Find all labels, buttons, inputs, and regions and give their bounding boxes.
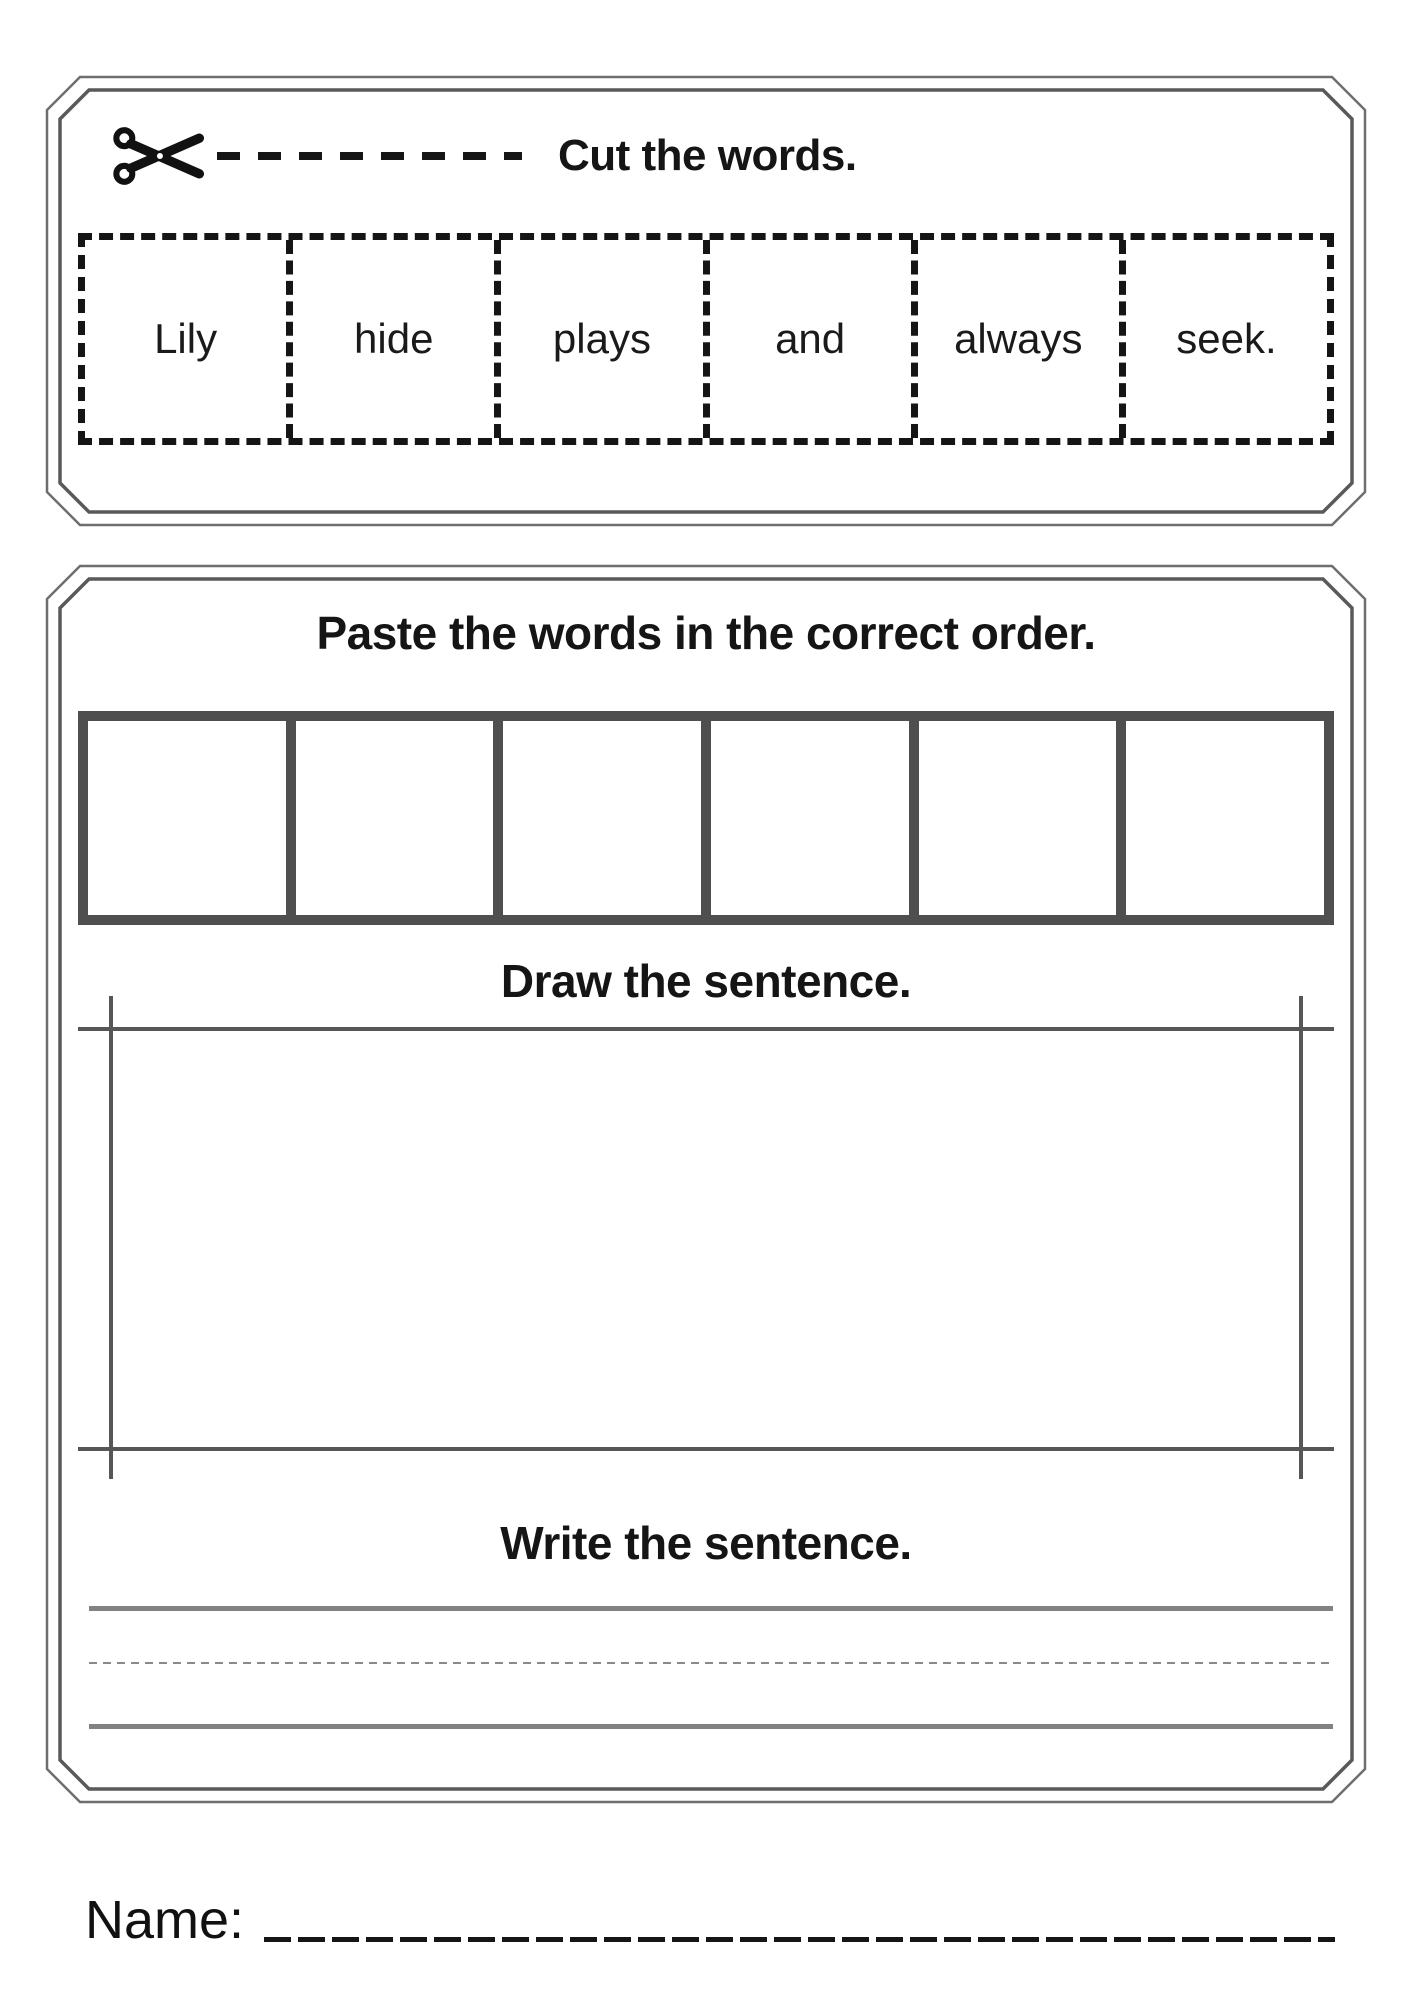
word-label: Lily [154,315,218,362]
paste-box-row [78,711,1334,925]
cut-title: Cut the words. [558,131,857,180]
paste-box[interactable] [503,721,711,915]
paste-box[interactable] [711,721,919,915]
paste-box[interactable] [296,721,504,915]
writing-lines[interactable] [89,1594,1333,1744]
word-label: plays [552,315,651,362]
draw-frame-left-line [109,996,113,1479]
drawing-area[interactable] [45,984,1367,1494]
cut-dashed-line [217,152,522,160]
word-card[interactable] [1126,240,1327,438]
word-card[interactable] [293,240,501,438]
draw-frame-bottom-line [78,1447,1334,1451]
paste-title: Paste the words in the correct order. [316,607,1096,659]
word-label: always [954,315,1083,362]
name-input-line[interactable] [264,1937,1335,1942]
word-label: hide [354,315,434,362]
writing-line-middle-dashed [89,1662,1333,1664]
paste-box[interactable] [88,721,296,915]
writing-line-top [89,1606,1333,1611]
word-label: seek. [1176,315,1277,362]
word-card[interactable] [501,240,709,438]
scissors-icon [113,126,205,186]
draw-frame-right-line [1299,996,1303,1479]
name-label: Name: [85,1890,245,1950]
cut-section [45,75,1367,527]
word-card-row [78,233,1334,445]
word-card[interactable] [85,240,293,438]
draw-frame-top-line [78,1027,1334,1031]
word-card[interactable] [918,240,1126,438]
activity-section [45,564,1367,1804]
draw-title: Draw the sentence. [500,955,912,1007]
writing-line-bottom [89,1724,1333,1729]
name-field [85,1890,1335,1950]
word-label: and [775,315,846,362]
paste-box[interactable] [1126,721,1324,915]
cut-header [113,125,857,187]
word-card[interactable] [710,240,918,438]
write-title: Write the sentence. [500,1517,912,1569]
paste-box[interactable] [919,721,1127,915]
